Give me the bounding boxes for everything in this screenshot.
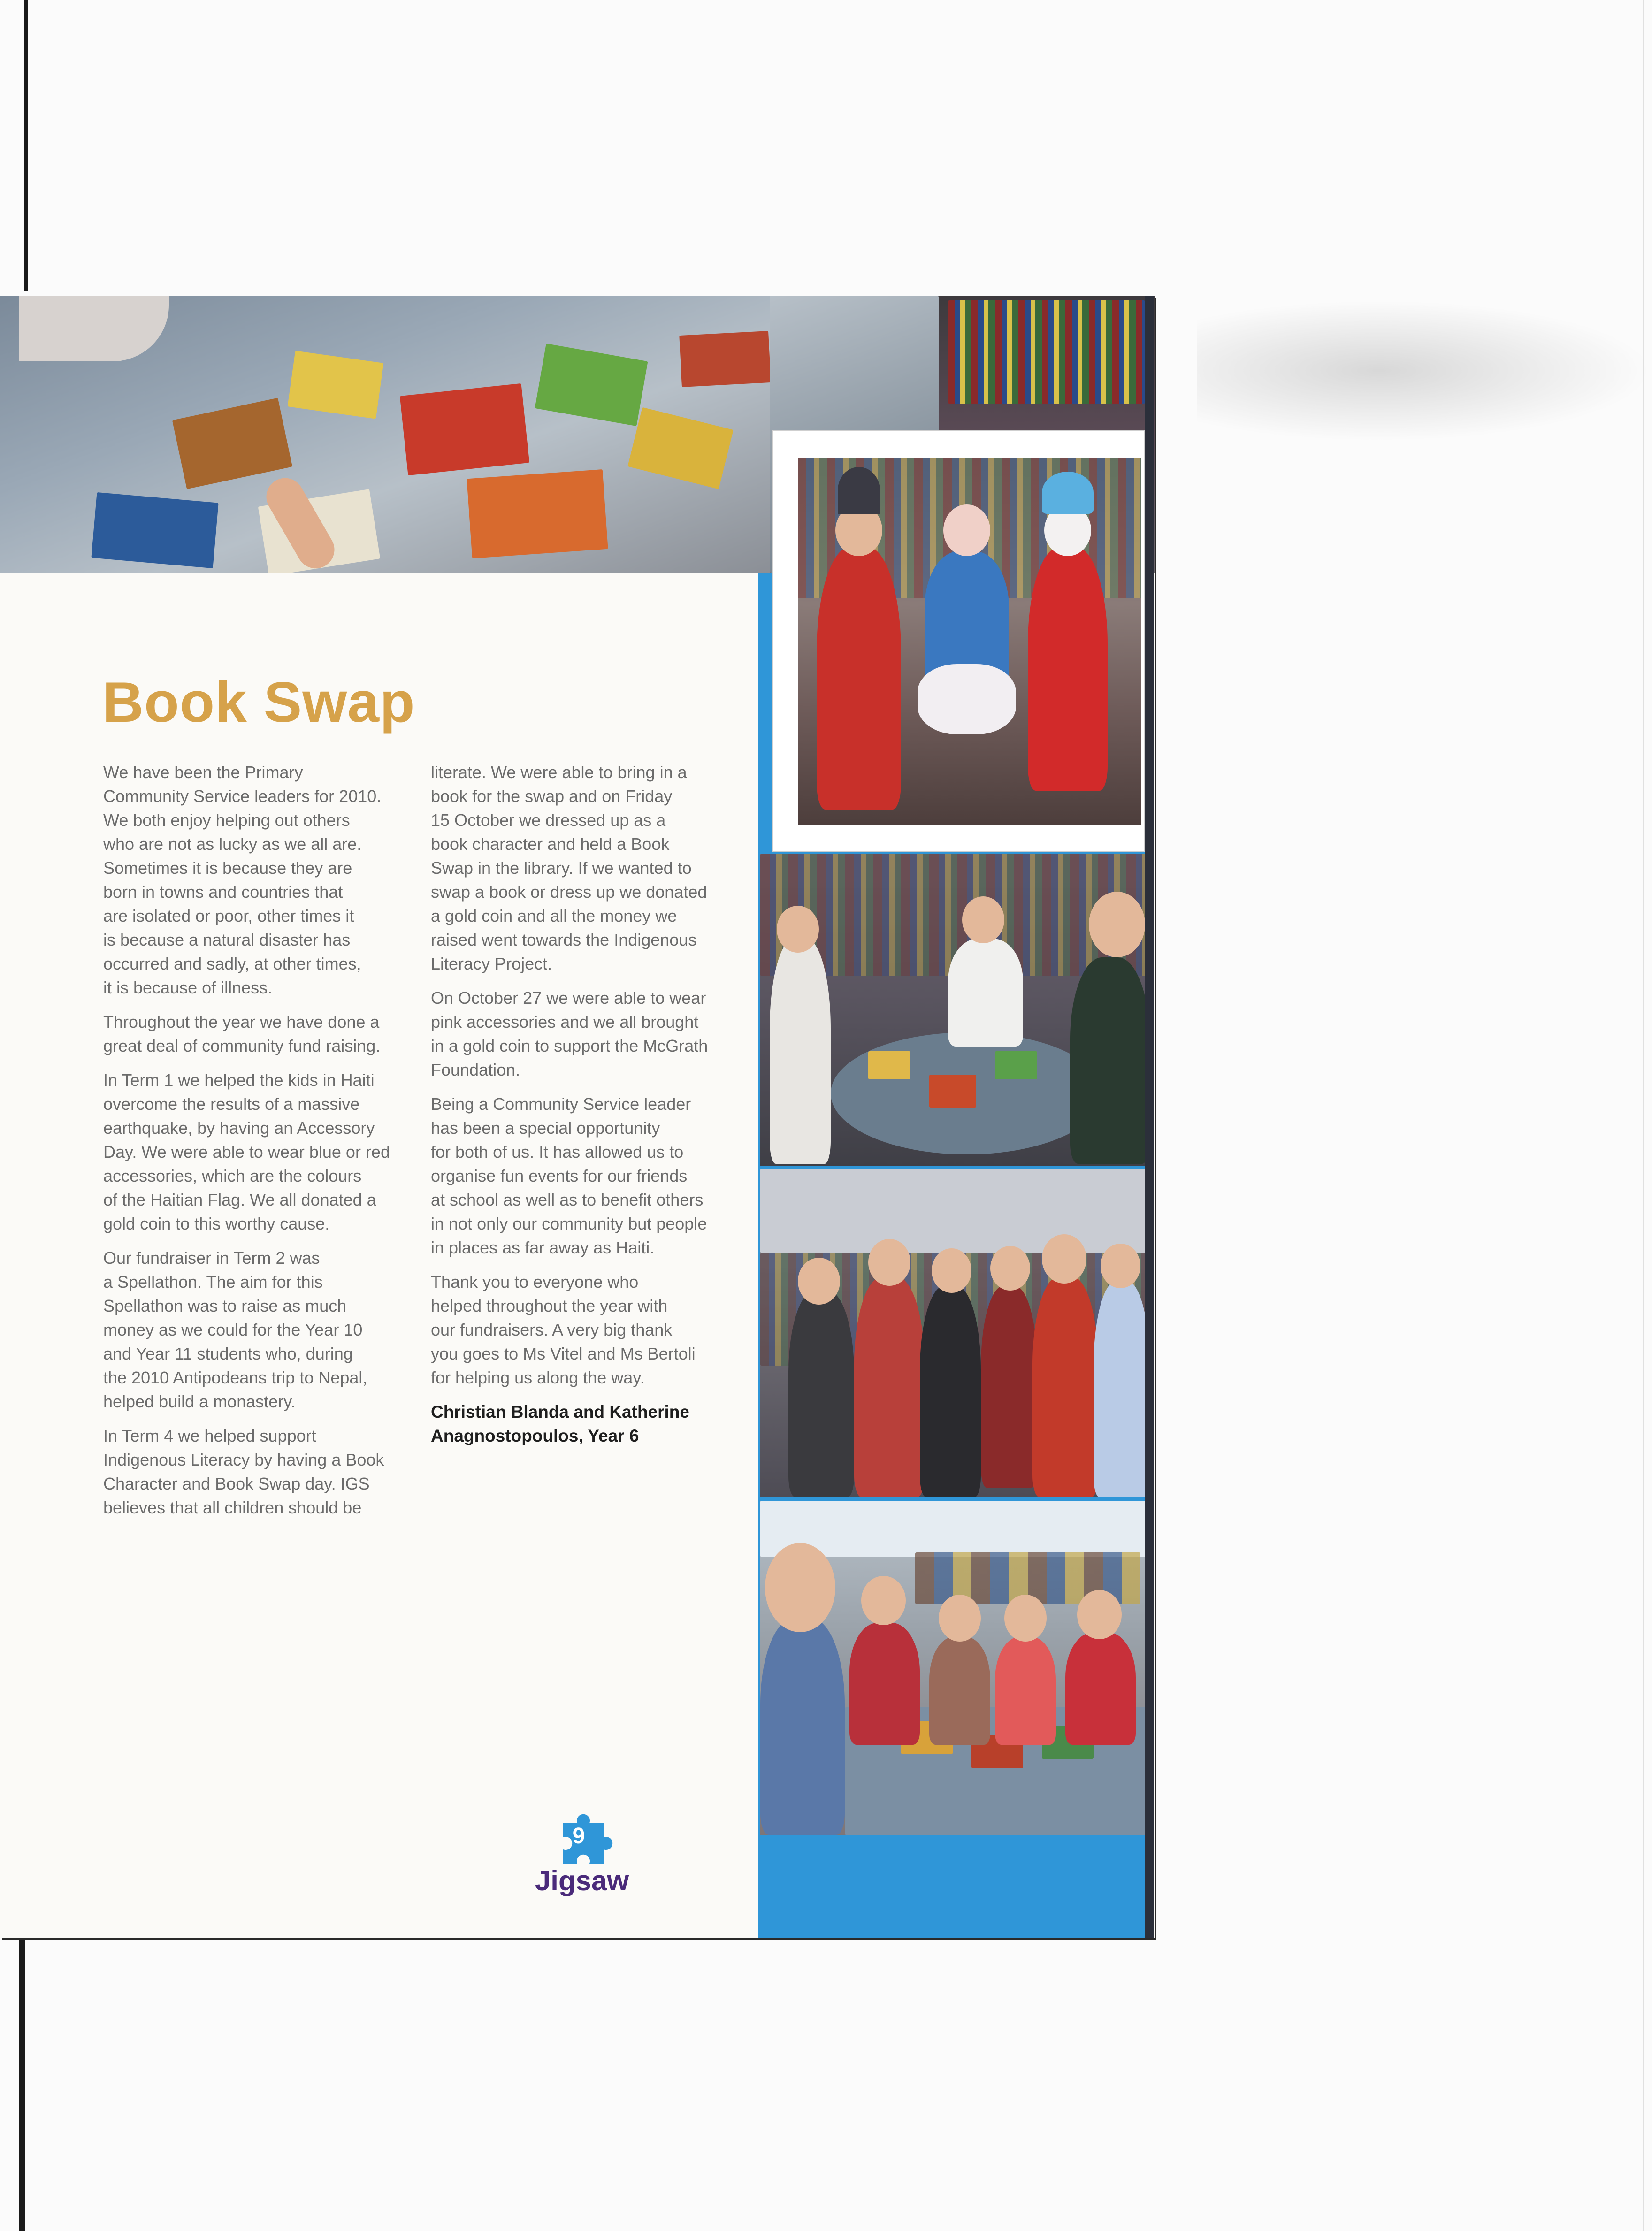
magazine-page: [0, 296, 1155, 1938]
jigsaw-logo: [530, 1809, 634, 1894]
article-column-2: [431, 760, 731, 1458]
paragraph: Our fundraiser in Term 2 was a Spellathon. The aim for this Spellathon was to raise as much money as we could for the Year 10 and Year 11 students who, during the 2010 Antipodeans trip to Nepal, helped build a monastery.: [103, 1248, 367, 1411]
book-swap-table-photo: [760, 854, 1150, 1166]
costume-group-photo: [760, 1169, 1150, 1497]
girls-with-books-photo: [760, 1501, 1150, 1835]
costume-photo-trio: [798, 458, 1141, 825]
scan-edge-left-lower: [19, 1933, 25, 2231]
article-signature: Christian Blanda and Katherine Anagnostopoulos, Year 6: [431, 1402, 689, 1445]
scan-edge-right: [1643, 0, 1644, 2231]
paragraph: In Term 1 we helped the kids in Haiti overcome the results of a massive earthquake, by having an Accessory Day. We were able to wear blue or red accessories, which are the colours of the Haitian Flag. We all donated a gold coin to this worthy cause.: [103, 1070, 390, 1233]
paragraph: literate. We were able to bring in a book for the swap and on Friday 15 October we dressed up as a book character and held a Book Swap in the library. If we wanted to swap a book or dress up we donated a gold coin and all the money we raised went towards the Indigenous Literacy Project.: [431, 763, 707, 973]
paragraph: Throughout the year we have done a great deal of community fund raising.: [103, 1012, 381, 1055]
paragraph: In Term 4 we helped support Indigenous Literacy by having a Book Character and Book Swap day. IGS believes that all children should be: [103, 1426, 384, 1517]
article-column-1: [103, 760, 404, 1530]
scan-smudge: [1197, 300, 1652, 441]
logo-wordmark: Jigsaw: [535, 1865, 629, 1896]
scan-edge-left: [24, 0, 28, 291]
page-spine: [1145, 296, 1154, 1938]
article-title: Book Swap: [102, 670, 415, 734]
paragraph: On October 27 we were able to wear pink accessories and we all brought in a gold coin to support the McGrath Foundation.: [431, 988, 708, 1079]
page-number: 9: [572, 1824, 585, 1849]
paragraph: Being a Community Service leader has been a special opportunity for both of us. It has allowed us to organise fun events for our friends at school as well as to benefit others in not only our community but people in places as far away as Haiti.: [431, 1094, 707, 1257]
books-table-photo: [0, 296, 770, 573]
paragraph: Thank you to everyone who helped throughout the year with our fundraisers. A very big thank you goes to Ms Vitel and Ms Bertoli for helping us along the way.: [431, 1272, 696, 1387]
paragraph: We have been the Primary Community Service leaders for 2010. We both enjoy helping out others who are not as lucky as we all are. Sometimes it is because they are born in towns and countries that are isolated or poor, other times it is because a natural disaster has occurred and sadly, at other times, it is because of illness.: [103, 763, 382, 997]
